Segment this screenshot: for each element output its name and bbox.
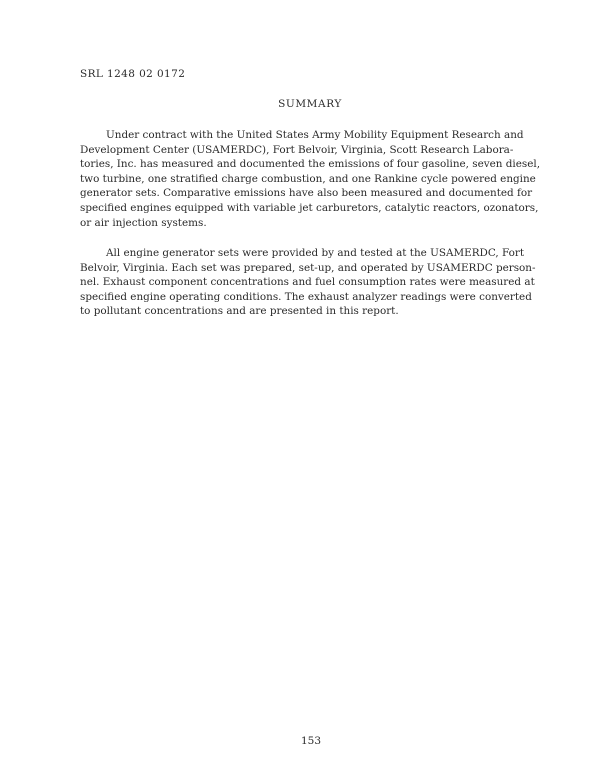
paragraph-line: two turbine, one stratified charge combustion, and one Rankine cycle powered engine [80, 172, 536, 185]
paragraph-line: to pollutant concentrations and are presented in this report. [80, 305, 399, 318]
paragraph-line: generator sets. Comparative emissions have also been measured and documented for [80, 187, 533, 200]
paragraph-line: Development Center (USAMERDC), Fort Belvoir, Virginia, Scott Research Labora- [80, 143, 514, 156]
document-id: SRL 1248 02 0172 [80, 68, 186, 80]
paragraph-line: nel. Exhaust component concentrations and fuel consumption rates were measured at [80, 276, 535, 289]
paragraph-line: specified engine operating conditions. The exhaust analyzer readings were converted [80, 290, 532, 303]
paragraph-line: Belvoir, Virginia. Each set was prepared, set-up, and operated by USAMERDC person- [80, 261, 536, 274]
paragraph-line: Under contract with the United States Army Mobility Equipment Research and [106, 129, 524, 141]
paragraph-line: or air injection systems. [80, 216, 207, 229]
paragraph-line: specified engines equipped with variable jet carburetors, catalytic reactors, ozonators, [80, 201, 539, 214]
paragraph-line: tories, Inc. has measured and documented the emissions of four gasoline, seven diesel, [80, 158, 541, 171]
page-number: 153 [300, 735, 322, 747]
section-heading: SUMMARY [278, 98, 342, 110]
paragraph-line: All engine generator sets were provided by and tested at the USAMERDC, Fort [106, 247, 525, 259]
summary-paragraph-2 [80, 246, 540, 319]
summary-paragraph-1 [80, 128, 540, 230]
